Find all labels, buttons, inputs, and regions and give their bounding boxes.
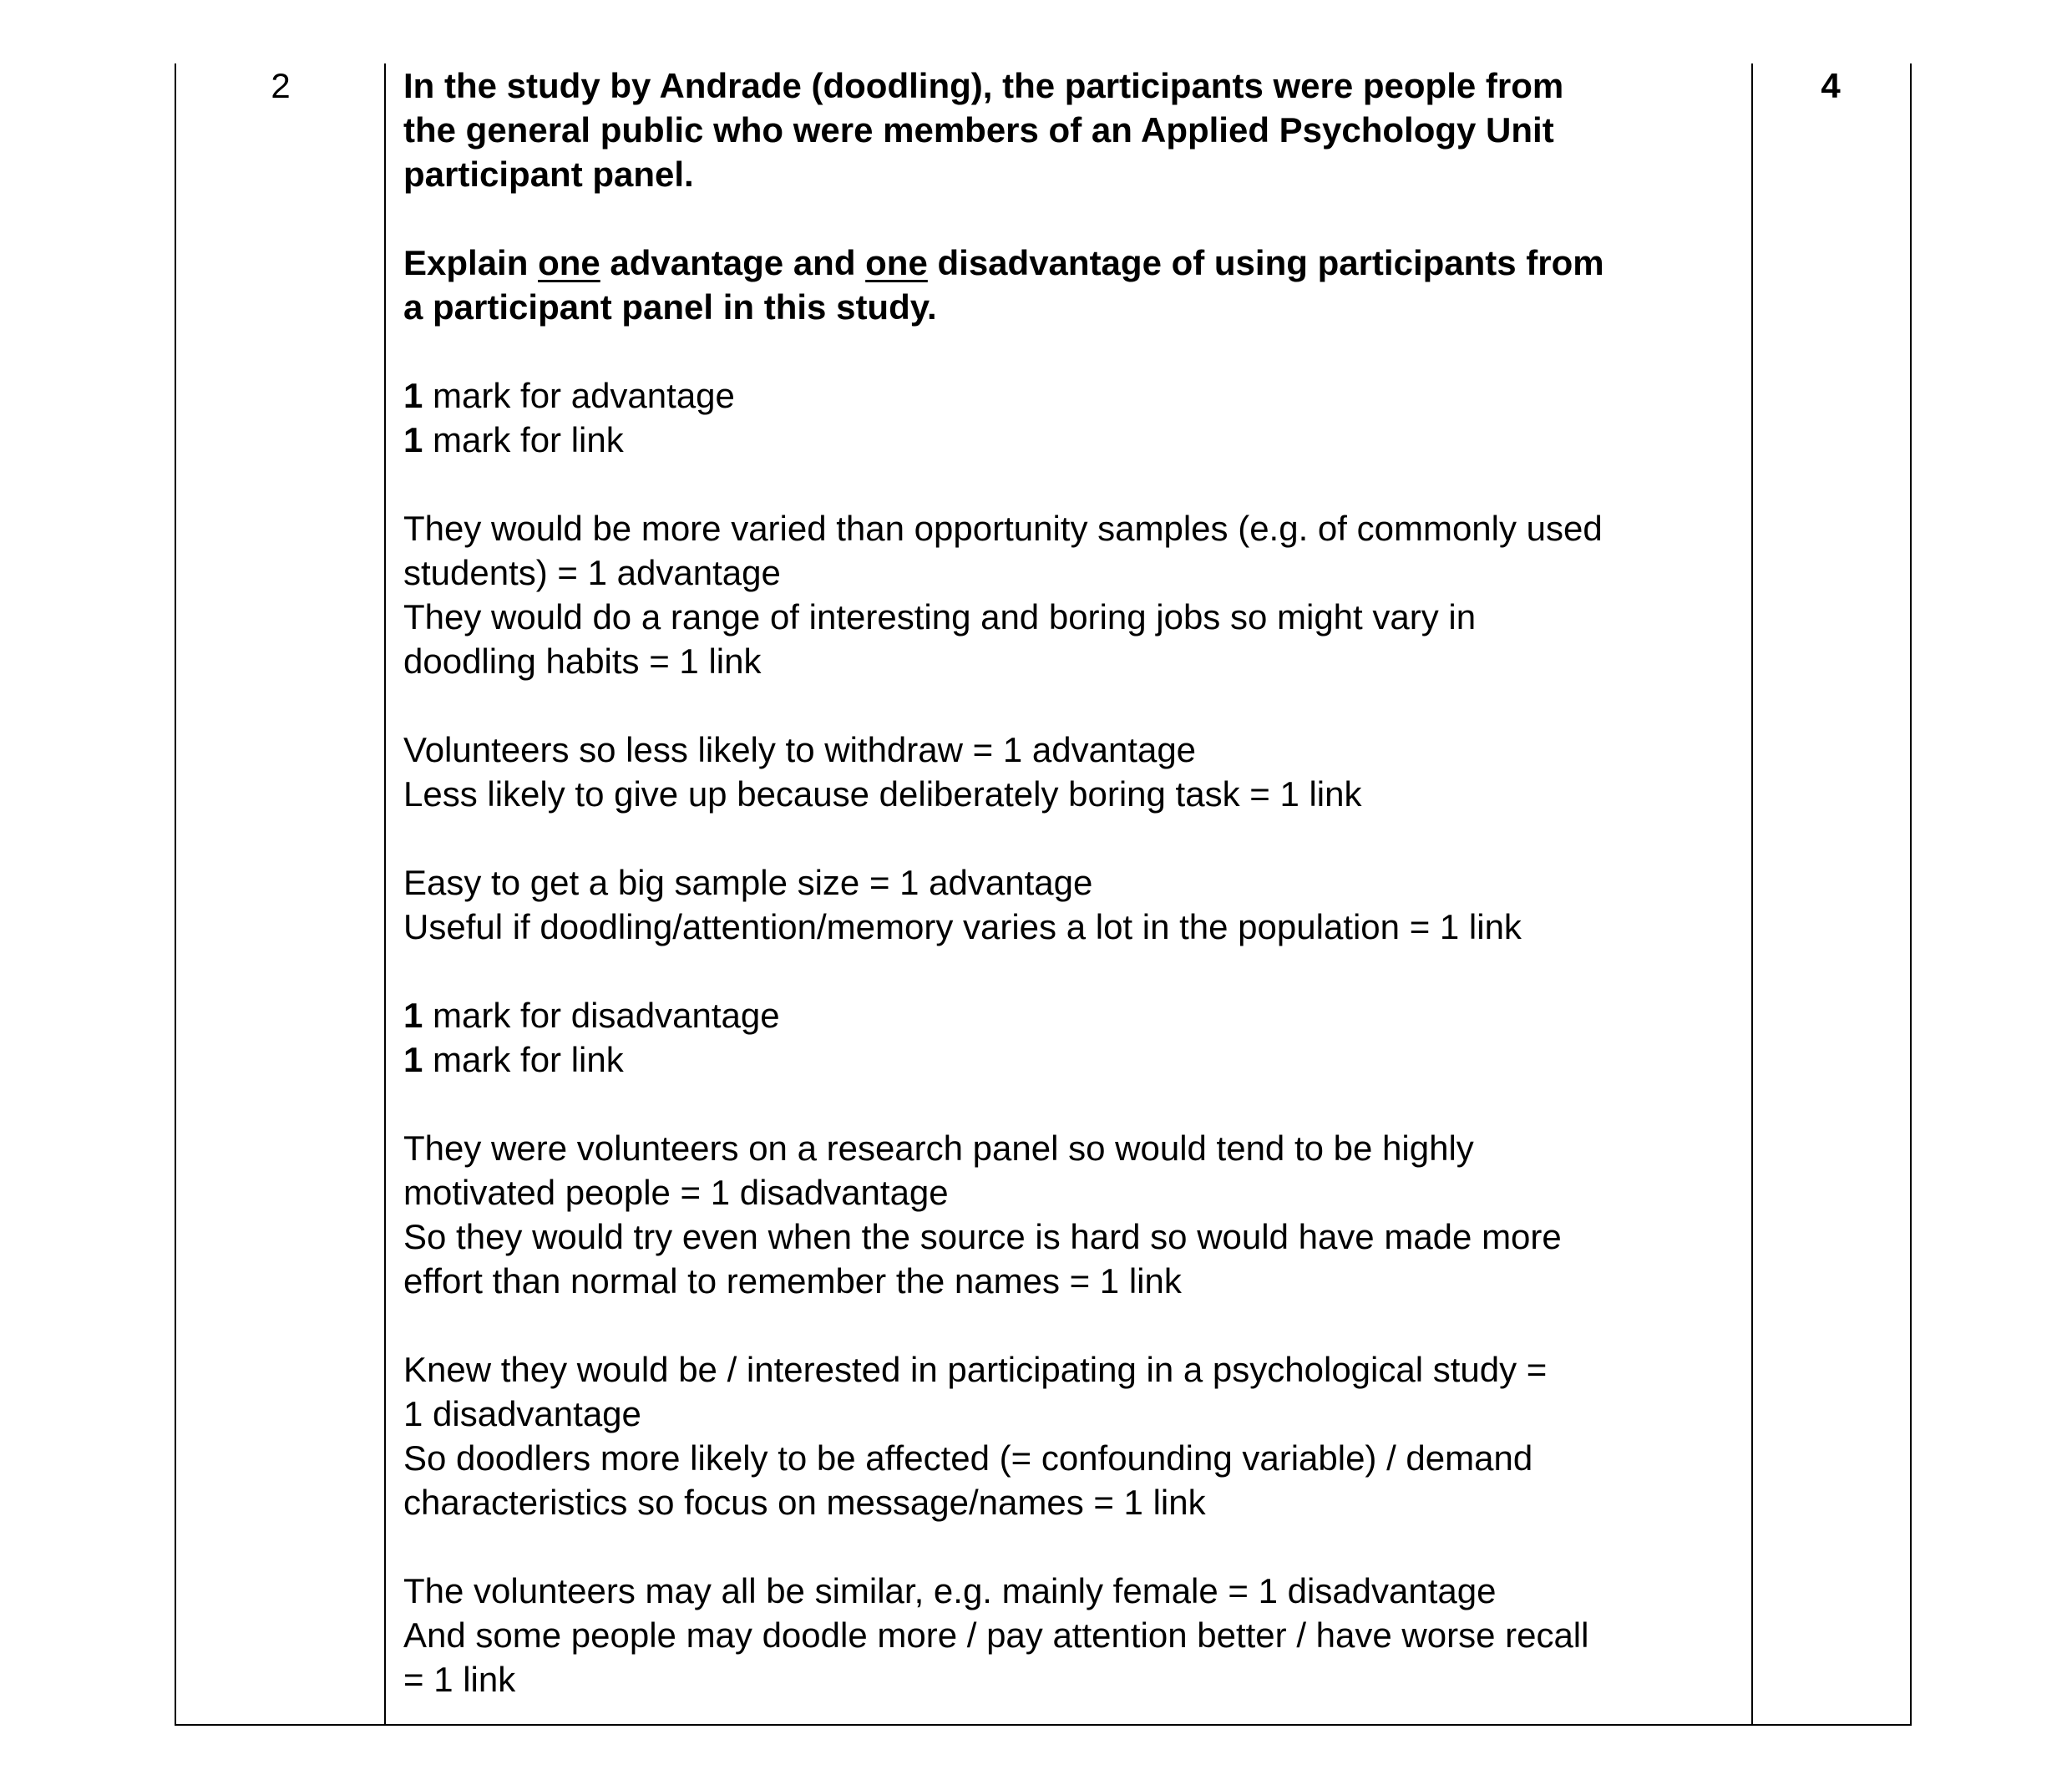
column-divider	[384, 63, 386, 1724]
mark-line: 1 mark for link	[403, 1040, 624, 1079]
question-instruction: Explain one advantage and one disadvantage of using participants from a participant panel in this study.	[403, 243, 1604, 327]
mark-line: 1 mark for disadvantage	[403, 996, 780, 1035]
advantage-example: They would be more varied than opportunity samples (e.g. of commonly used students) = 1 advantage They would do a range of interesting and boring jobs so might vary in doodling habits = 1 link	[403, 509, 1603, 681]
disadvantage-example: The volunteers may all be similar, e.g. mainly female = 1 disadvantage And some people may doodle more / pay attention better / have worse recall = 1 link	[403, 1571, 1589, 1699]
question-context: In the study by Andrade (doodling), the participants were people from the general public who were members of an Applied Psychology Unit participant panel.	[403, 66, 1564, 194]
mark-line: 1 mark for link	[403, 420, 624, 459]
mark-scheme-table	[175, 63, 1912, 1726]
marks-value: 4	[1821, 66, 1841, 105]
disadvantage-example: They were volunteers on a research panel so would tend to be highly motivated people = 1 disadvantage So they would try even when the source is hard so would have made more effort than normal to remember the names = 1 link	[403, 1128, 1562, 1301]
advantage-example: Volunteers so less likely to withdraw = 1 advantage Less likely to give up because deliberately boring task = 1 link	[403, 730, 1362, 814]
disadvantage-marking	[403, 993, 1907, 1082]
question-number: 2	[271, 66, 291, 105]
answer-cell	[403, 63, 1907, 1701]
advantage-marking	[403, 373, 1907, 462]
mark-line: 1 mark for advantage	[403, 376, 735, 415]
advantage-example: Easy to get a big sample size = 1 advantage Useful if doodling/attention/memory varies a lot in the population = 1 link	[403, 863, 1522, 946]
disadvantage-example: Knew they would be / interested in participating in a psychological study = 1 disadvantage So doodlers more likely to be affected (= confounding variable) / demand characteristics so focus on message/names = 1 link	[403, 1350, 1548, 1522]
